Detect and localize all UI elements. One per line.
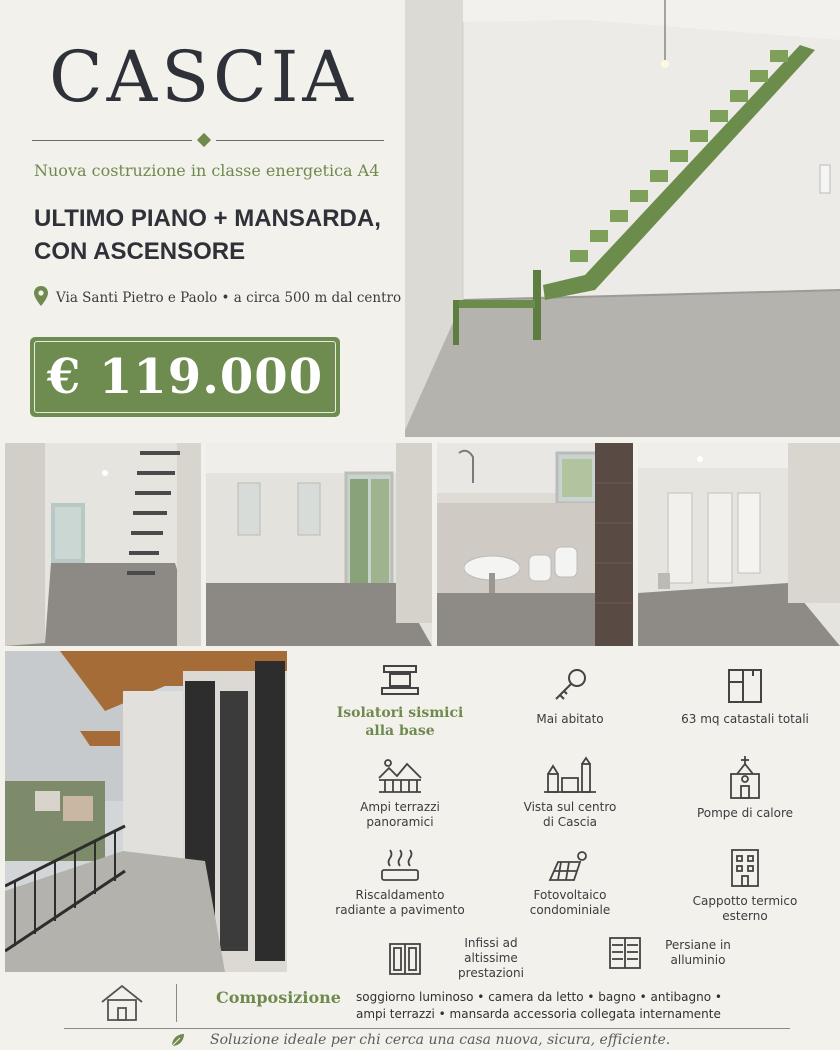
building-insulation-icon — [728, 848, 762, 888]
composition-line-2: ampi terrazzi • mansarda accessoria collegata internamente — [356, 1007, 721, 1021]
terrace-icon — [377, 756, 423, 794]
photo-bedroom — [638, 443, 840, 646]
church-icon — [725, 756, 765, 800]
feature-town-view: Vista sul centro di Cascia — [505, 756, 635, 830]
headline-line-1: ULTIMO PIANO + MANSARDA, — [34, 205, 381, 232]
feature-terraces: Ampi terrazzi panoramici — [330, 756, 470, 830]
map-pin-icon — [34, 286, 48, 310]
title-divider-left — [32, 140, 192, 141]
composition-line-1: soggiorno luminoso • camera da letto • bagno • antibagno • — [356, 990, 722, 1004]
footer-divider — [64, 1028, 790, 1029]
leaf-icon — [170, 1032, 186, 1050]
title-divider-right — [216, 140, 384, 141]
town-view-icon — [544, 756, 596, 794]
window-icon — [388, 942, 422, 976]
seismic-isolator-icon — [380, 664, 420, 698]
shutter-icon — [608, 936, 642, 970]
page-title: CASCIA — [49, 36, 357, 118]
hero-photo-staircase — [405, 0, 840, 437]
floorplan-ruler-icon — [725, 666, 765, 706]
key-icon — [550, 666, 590, 706]
address-row — [34, 286, 401, 310]
feature-aluminium-shutters: Persiane in alluminio — [608, 936, 740, 970]
photo-living-balcony-door — [206, 443, 432, 646]
composition-separator — [176, 984, 177, 1022]
feature-total-sqm: 63 mq catastali totali — [660, 666, 830, 727]
headline — [34, 202, 404, 268]
solar-panel-icon — [548, 848, 592, 882]
price-badge — [30, 337, 340, 417]
feature-seismic-isolators: Isolatori sismici alla base — [330, 664, 470, 740]
photo-living-staircase — [5, 443, 201, 646]
feature-photovoltaic: Fotovoltaico condominiale — [505, 848, 635, 918]
feature-floor-heating: Riscaldamento radiante a pavimento — [330, 848, 470, 918]
photo-bathroom — [437, 443, 633, 646]
home-icon — [100, 984, 144, 1026]
feature-never-lived-in: Mai abitato — [505, 666, 635, 727]
price: € 119.000 — [46, 349, 324, 405]
footer-tagline: Soluzione ideale per chi cerca una casa nuova, sicura, efficiente. — [210, 1032, 671, 1048]
composition-title: Composizione — [216, 988, 341, 1007]
feature-windows: Infissi ad altissime prestazioni — [388, 936, 546, 981]
feature-external-insulation: Cappotto termico esterno — [660, 848, 830, 924]
headline-line-2: CON ASCENSORE — [34, 238, 246, 265]
photo-terrace — [5, 651, 287, 972]
divider-diamond — [197, 133, 211, 147]
floor-heating-icon — [380, 848, 420, 882]
feature-heat-pumps: Pompe di calore — [660, 756, 830, 821]
address: Via Santi Pietro e Paolo • a circa 500 m dal centro — [56, 290, 402, 306]
subtitle: Nuova costruzione in classe energetica A4 — [34, 161, 380, 180]
